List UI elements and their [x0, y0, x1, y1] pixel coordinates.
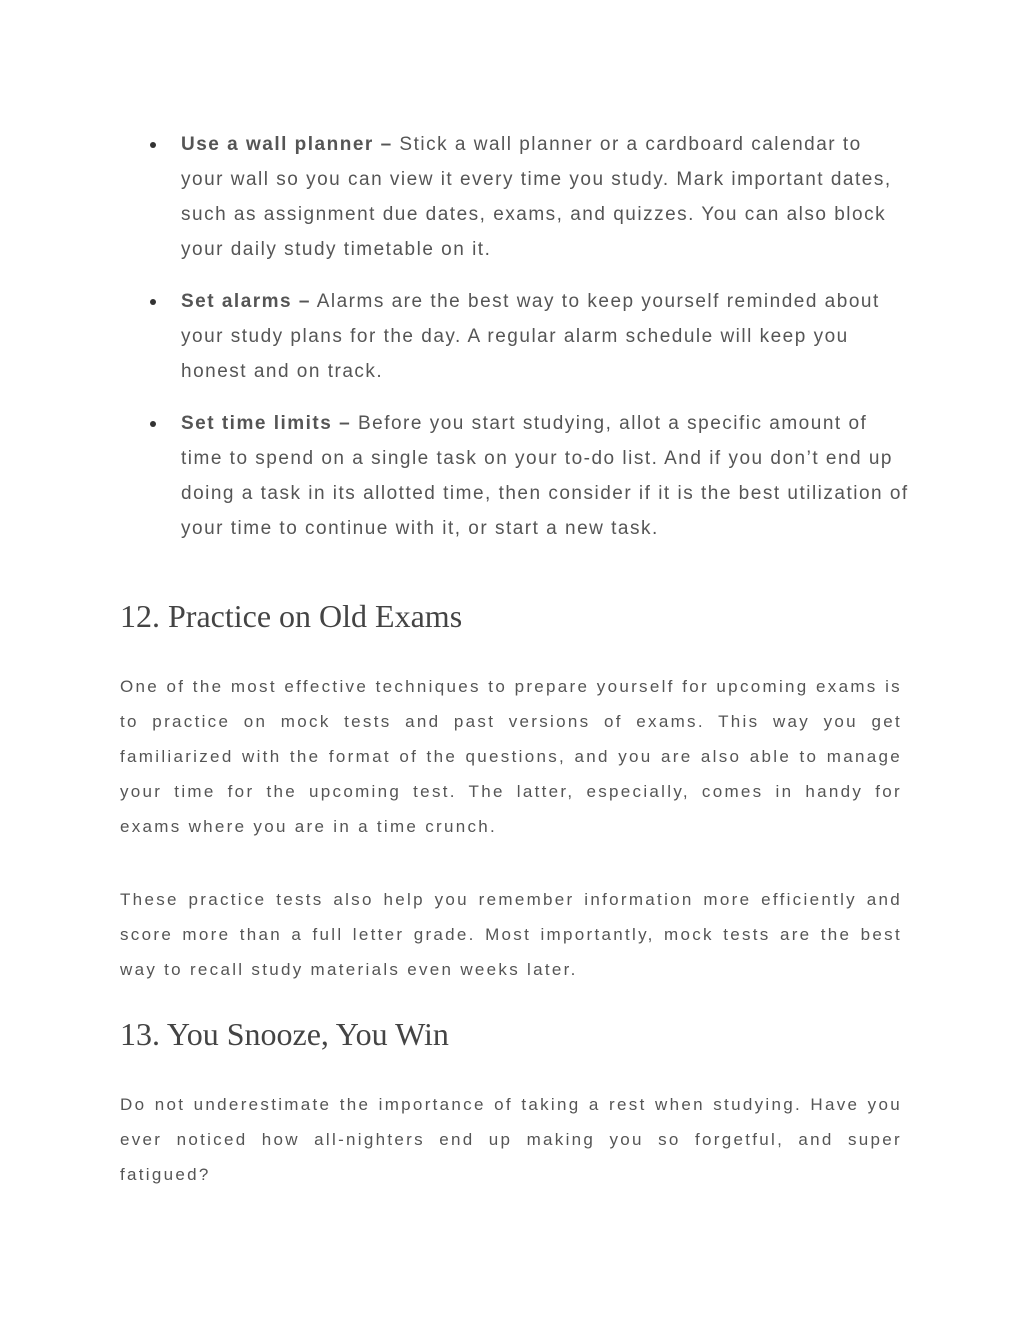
- bullet-set-alarms: [150, 284, 910, 389]
- paragraph-practice-tests-benefits: These practice tests also help you remember information more efficiently and score more than a full letter grade. Most importantly, mock tests are the best way to recall study materials even weeks later.: [120, 890, 902, 979]
- tips-bullet-list: [150, 127, 910, 563]
- bullet-text: Alarms are the best way to keep yourself reminded about your study plans for the day. A regular alarm schedule will keep you honest and on track.: [181, 291, 880, 382]
- bullet-lead: Set alarms –: [181, 291, 311, 312]
- paragraph-rest: Do not underestimate the importance of taking a rest when studying. Have you ever noticed how all-nighters end up making you so forgetful, and super fatigued?: [120, 1095, 902, 1184]
- section-heading-practice-old-exams: 12. Practice on Old Exams: [120, 598, 463, 634]
- bullet-lead: Set time limits –: [181, 413, 352, 434]
- paragraph-practice-exams: One of the most effective techniques to prepare yourself for upcoming exams is to practice on mock tests and past versions of exams. This way you get familiarized with the format of the questions, and you are also able to manage your time for the upcoming test. The latter, especially, comes in handy for exams where you are in a time crunch.: [120, 677, 902, 836]
- bullet-dot-icon: [150, 299, 156, 305]
- bullet-wall-planner: [150, 127, 910, 267]
- bullet-text: Before you start studying, allot a specific amount of time to spend on a single task on your to-do list. And if you don’t end up doing a task in its allotted time, then consider if it is the best utilization of your time to continue with it, or start a new task.: [181, 413, 909, 539]
- bullet-set-time-limits: [150, 406, 910, 546]
- bullet-dot-icon: [150, 142, 156, 148]
- bullet-dot-icon: [150, 421, 156, 427]
- bullet-text: Stick a wall planner or a cardboard calendar to your wall so you can view it every time you study. Mark important dates, such as assignment due dates, exams, and quizzes. You can also block your daily study timetable on it.: [181, 134, 892, 260]
- section-heading-snooze: 13. You Snooze, You Win: [120, 1016, 449, 1052]
- bullet-lead: Use a wall planner –: [181, 134, 393, 155]
